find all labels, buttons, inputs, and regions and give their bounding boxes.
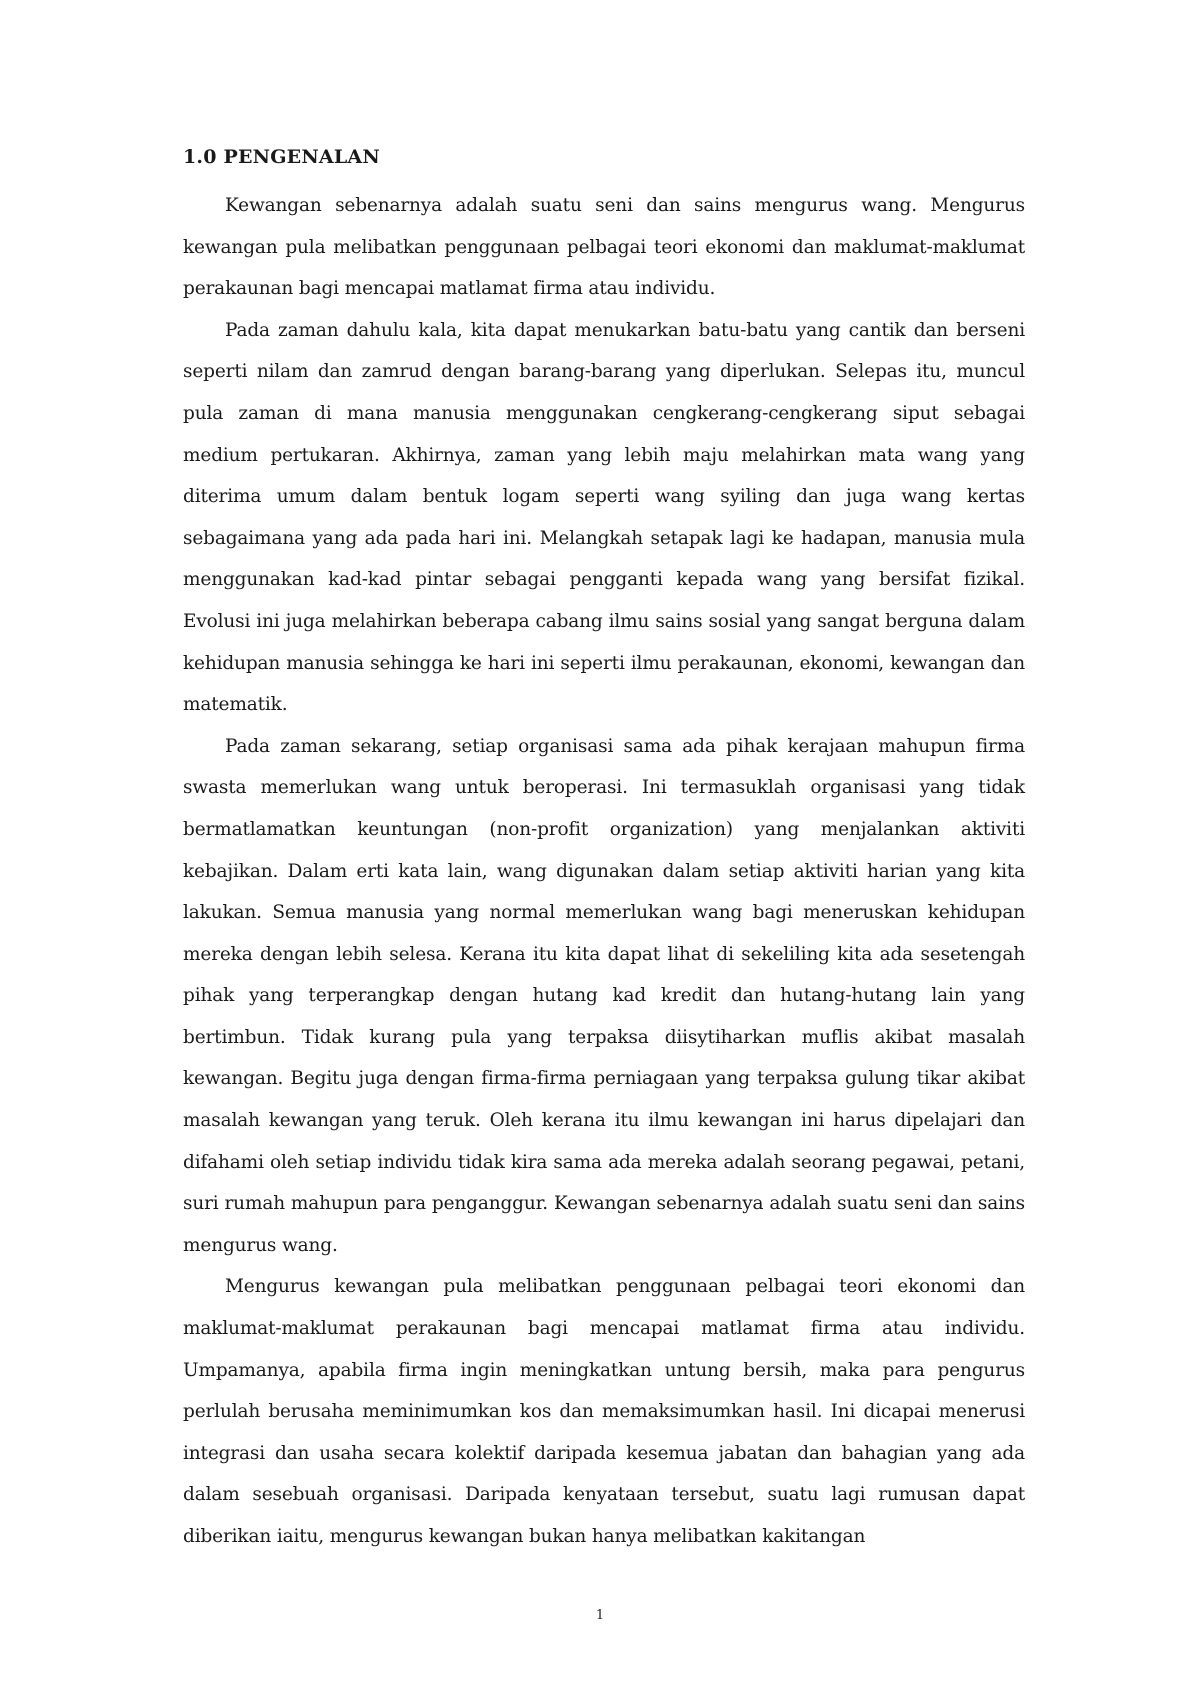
paragraph-1: Kewangan sebenarnya adalah suatu seni dan sains mengurus wang. Mengurus kewangan pula melibatkan penggunaan pelbagai teori ekonomi dan maklumat-maklumat perakaunan bagi mencapai matlamat firma atau individu. — [183, 195, 1025, 300]
paragraph-4: Mengurus kewangan pula melibatkan penggunaan pelbagai teori ekonomi dan maklumat-maklumat perakaunan bagi mencapai matlamat firma atau individu. Umpamanya, apabila firma ingin meningkatkan untung bersih, maka para pengurus perlulah berusaha meminimumkan kos dan memaksimumkan hasil. Ini dicapai menerusi integrasi dan usaha secara kolektif daripada kesemua jabatan dan bahagian yang ada dalam sesebuah organisasi. Daripada kenyataan tersebut, suatu lagi rumusan dapat diberikan iaitu, mengurus kewangan bukan hanya melibatkan kakitangan — [183, 1276, 1025, 1547]
document-body — [183, 143, 1025, 1558]
paragraph-3: Pada zaman sekarang, setiap organisasi sama ada pihak kerajaan mahupun firma swasta memerlukan wang untuk beroperasi. Ini termasuklah organisasi yang tidak bermatlamatkan keuntungan (non-profit organization) yang menjalankan aktiviti kebajikan. Dalam erti kata lain, wang digunakan dalam setiap aktiviti harian yang kita lakukan. Semua manusia yang normal memerlukan wang bagi meneruskan kehidupan mereka dengan lebih selesa. Kerana itu kita dapat lihat di sekeliling kita ada sesetengah pihak yang terperangkap dengan hutang kad kredit dan hutang-hutang lain yang bertimbun. Tidak kurang pula yang terpaksa diisytiharkan muflis akibat masalah kewangan. Begitu juga dengan firma-firma perniagaan yang terpaksa gulung tikar akibat masalah kewangan yang teruk. Oleh kerana itu ilmu kewangan ini harus dipelajari dan difahami oleh setiap individu tidak kira sama ada mereka adalah seorang pegawai, petani, suri rumah mahupun para penganggur. Kewangan sebenarnya adalah suatu seni dan sains mengurus wang. — [183, 735, 1025, 1256]
page-number: 1 — [595, 1608, 605, 1623]
paragraph-2: Pada zaman dahulu kala, kita dapat menukarkan batu-batu yang cantik dan berseni seperti nilam dan zamrud dengan barang-barang yang diperlukan. Selepas itu, muncul pula zaman di mana manusia menggunakan cengkerang-cengkerang siput sebagai medium pertukaran. Akhirnya, zaman yang lebih maju melahirkan mata wang yang diterima umum dalam bentuk logam seperti wang syiling dan juga wang kertas sebagaimana yang ada pada hari ini. Melangkah setapak lagi ke hadapan, manusia mula menggunakan kad-kad pintar sebagai pengganti kepada wang yang bersifat fizikal. Evolusi ini juga melahirkan beberapa cabang ilmu sains sosial yang sangat berguna dalam kehidupan manusia sehingga ke hari ini seperti ilmu perakaunan, ekonomi, kewangan dan matematik. — [183, 319, 1025, 716]
section-heading: 1.0 PENGENALAN — [183, 146, 380, 168]
